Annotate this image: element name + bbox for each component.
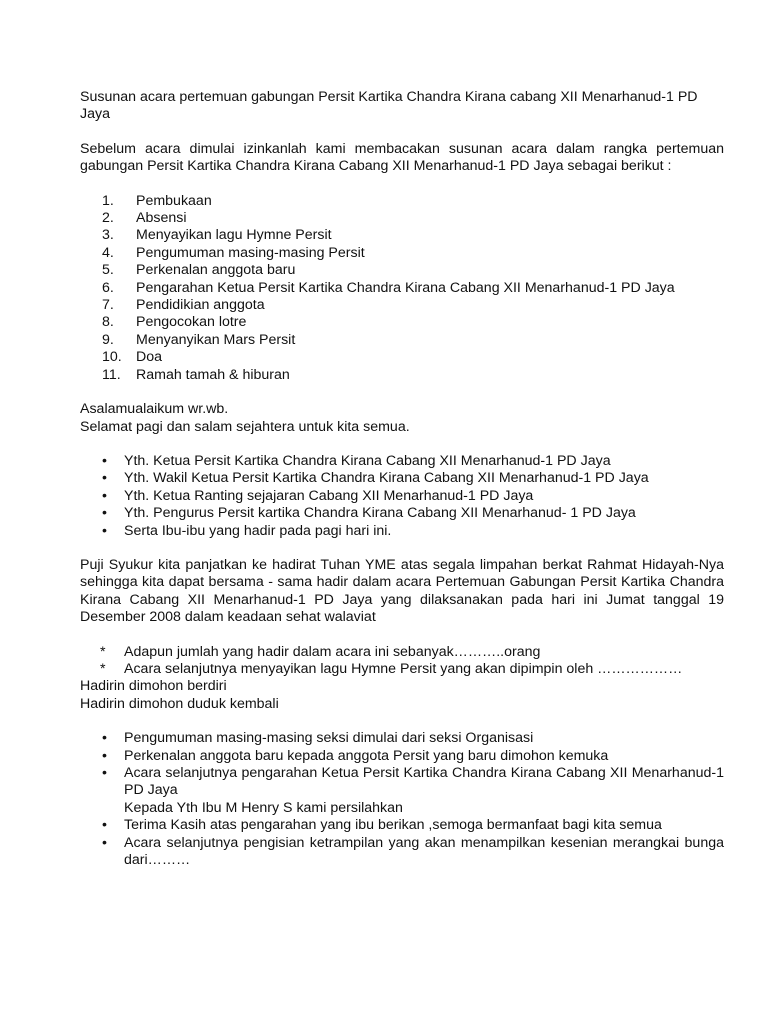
bullet-icon: • [102,452,107,469]
intro-paragraph: Sebelum acara dimulai izinkanlah kami membacakan susunan acara dalam rangka pertemuan gabungan Persit Kartika Chandra Kirana Cabang XII Menarhanud-1 PD Jaya sebagai berikut : [80,140,724,175]
agenda-item-number: 9. [102,331,114,348]
agenda-item-text: Pembukaan [136,192,212,209]
closing-agenda-text: Acara selanjutnya pengisian ketrampilan yang akan menampilkan kesenian merangkai bunga dari……… [124,834,724,869]
addressee-item [80,453,724,470]
agenda-item [80,280,724,297]
agenda-item-text: Menyayikan lagu Hymne Persit [136,227,332,244]
bullet-icon: • [102,487,107,504]
closing-agenda-subtext: Kepada Yth Ibu M Henry S kami persilahkan [124,799,403,816]
asterisk-icon: * [100,643,106,660]
closing-agenda-text: Perkenalan anggota baru kepada anggota Persit yang baru dimohon kemuka [124,747,609,764]
gratitude-paragraph: Puji Syukur kita panjatkan ke hadirat Tuhan YME atas segala limpahan berkat Rahmat Hidayah-Nya sehingga kita dapat bersama - sama hadir dalam acara Pertemuan Gabungan Persit Kartika Chandra Kirana Cabang XII Menarhanud-1 PD Jaya yang dilaksanakan pada hari ini Jumat tanggal 19 Desember 2008 dalam keadaan sehat walaviat [80,556,724,626]
star-item [80,661,724,678]
agenda-item-number: 8. [102,314,114,331]
agenda-item-number: 10. [102,349,122,366]
agenda-item [80,349,724,366]
closing-agenda-list [80,730,724,869]
closing-agenda-text: Pengumuman masing-masing seksi dimulai dari seksi Organisasi [124,730,534,747]
agenda-item-text: Doa [136,349,163,366]
bullet-icon: • [102,817,107,834]
closing-agenda-text: Acara selanjutnya pengarahan Ketua Persit Kartika Chandra Kirana Cabang XII Menarhanud-1 PD Jaya [124,765,724,799]
addressee-list [80,453,724,540]
closing-agenda-item [80,817,724,834]
agenda-item [80,245,724,262]
agenda-list [80,193,724,384]
addressee-text: Yth. Wakil Ketua Persit Kartika Chandra Kirana Cabang XII Menarhanud-1 PD Jaya [124,470,649,487]
document-body [80,89,724,869]
agenda-item-text: Pengocokan lotre [136,314,247,331]
bullet-icon: • [102,522,107,539]
greeting-morning: Selamat pagi dan salam sejahtera untuk kita semua. [80,418,410,435]
agenda-item-text: Perkenalan anggota baru [136,262,296,279]
agenda-item-text: Ramah tamah & hiburan [136,366,290,383]
addressee-item [80,470,724,487]
asterisk-icon: * [100,660,106,677]
star-item-text: Acara selanjutnya menyayikan lagu Hymne Persit yang akan dipimpin oleh ……………… [124,660,683,677]
bullet-icon: • [102,505,107,522]
bullet-icon: • [102,747,107,764]
agenda-item-text: Absensi [136,210,187,227]
greeting-salam: Asalamualaikum wr.wb. [80,401,229,418]
star-item [80,644,724,661]
agenda-item [80,367,724,384]
agenda-item [80,332,724,349]
addressee-item [80,488,724,505]
agenda-item-text: Pengarahan Ketua Persit Kartika Chandra Kirana Cabang XII Menarhanud-1 PD Jaya [136,279,675,296]
addressee-text: Yth. Ketua Ranting sejajaran Cabang XII Menarhanud-1 PD Jaya [124,487,534,504]
document-title: Susunan acara pertemuan gabungan Persit Kartika Chandra Kirana cabang XII Menarhanud-1 PD Jaya [80,89,698,123]
sit-down-instruction: Hadirin dimohon duduk kembali [80,695,279,712]
closing-agenda-item [80,835,724,870]
star-item-text: Adapun jumlah yang hadir dalam acara ini sebanyak………..orang [124,643,541,660]
bullet-icon: • [102,834,107,851]
closing-agenda-item [80,730,724,747]
agenda-item-number: 4. [102,244,114,261]
bullet-icon: • [102,765,107,781]
agenda-item-text: Pengumuman masing-masing Persit [136,244,365,261]
star-list [80,644,724,679]
agenda-item [80,262,724,279]
addressee-item [80,505,724,522]
agenda-item-number: 3. [102,227,114,244]
closing-agenda-item [80,748,724,765]
agenda-item [80,314,724,331]
agenda-item-number: 7. [102,297,114,314]
agenda-item [80,193,724,210]
addressee-text: Yth. Pengurus Persit kartika Chandra Kirana Cabang XII Menarhanud- 1 PD Jaya [124,505,636,522]
agenda-item-number: 5. [102,262,114,279]
bullet-icon: • [102,470,107,487]
agenda-item-number: 2. [102,210,114,227]
agenda-item [80,297,724,314]
agenda-item-text: Pendidikian anggota [136,297,265,314]
closing-agenda-item [80,765,724,817]
stand-up-instruction: Hadirin dimohon berdiri [80,678,227,695]
closing-agenda-text: Terima Kasih atas pengarahan yang ibu berikan ,semoga bermanfaat bagi kita semua [124,817,662,834]
agenda-item [80,210,724,227]
bullet-icon: • [102,730,107,747]
agenda-item-number: 1. [102,192,114,209]
agenda-item-text: Menyanyikan Mars Persit [136,331,296,348]
agenda-item [80,227,724,244]
addressee-item [80,523,724,540]
addressee-text: Serta Ibu-ibu yang hadir pada pagi hari ini. [124,522,392,539]
agenda-item-number: 6. [102,279,114,296]
agenda-item-number: 11. [102,366,121,383]
addressee-text: Yth. Ketua Persit Kartika Chandra Kirana Cabang XII Menarhanud-1 PD Jaya [124,452,611,469]
